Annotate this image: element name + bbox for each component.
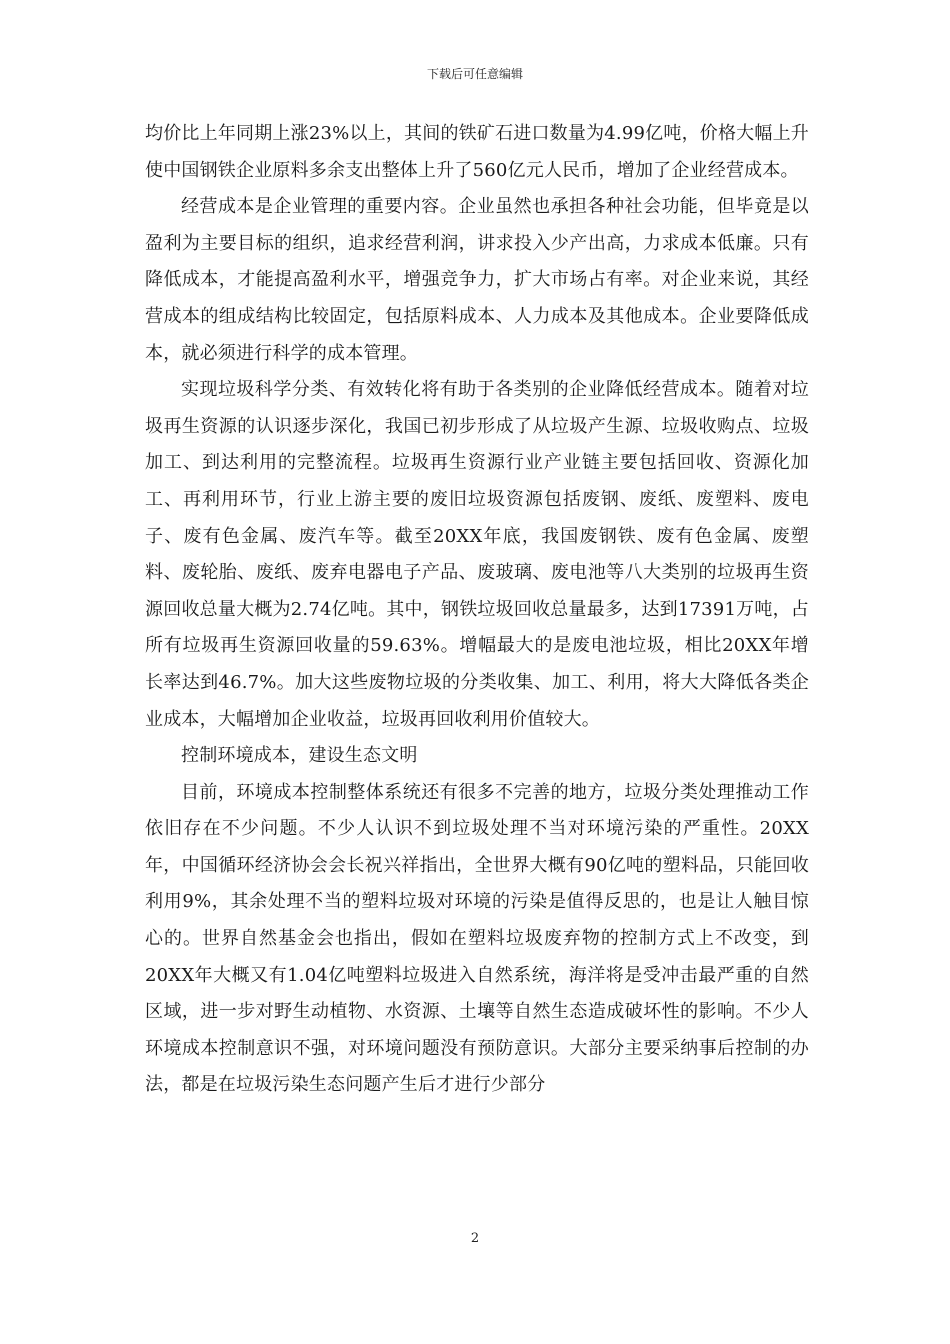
paragraph-operating-cost: 经营成本是企业管理的重要内容。企业虽然也承担各种社会功能，但毕竟是以盈利为主要目标的组织，追求经营利润，讲求投入少产出高，力求成本低廉。只有降低成本，才能提高盈利水平，增强竞争力，扩大市场占有率。对企业来说，其经营成本的组成结构比较固定，包括原料成本、人力成本及其他成本。企业要降低成本，就必须进行科学的成本管理。 <box>145 196 809 364</box>
paragraph-waste-classification: 实现垃圾科学分类、有效转化将有助于各类别的企业降低经营成本。随着对垃圾再生资源的认识逐步深化，我国已初步形成了从垃圾产生源、垃圾收购点、垃圾加工、到达利用的完整流程。垃圾再生资源行业产业链主要包括回收、资源化加工、再利用环节，行业上游主要的废旧垃圾资源包括废钢、废纸、废塑料、废电子、废有色金属、废汽车等。截至20XX年底，我国废钢铁、废有色金属、废塑料、废轮胎、废纸、废弃电器电子产品、废玻璃、废电池等八大类别的垃圾再生资源回收总量大概为2.74亿吨。其中，钢铁垃圾回收总量最多，达到17391万吨，占所有垃圾再生资源回收量的59.63%。增幅最大的是废电池垃圾，相比20XX年增长率达到46.7%。加大这些废物垃圾的分类收集、加工、利用，将大大降低各类企业成本，大幅增加企业收益，垃圾再回收利用价值较大。 <box>145 379 809 730</box>
page-number: 2 <box>470 1231 480 1246</box>
paragraph-continuation: 均价比上年同期上涨23%以上，其间的铁矿石进口数量为4.99亿吨，价格大幅上升使中国钢铁企业原料多余支出整体上升了560亿元人民币，增加了企业经营成本。 <box>145 123 809 181</box>
document-body <box>145 116 809 1104</box>
section-heading: 控制环境成本，建设生态文明 <box>181 745 418 767</box>
page-header: 下载后可任意编辑 <box>426 67 523 81</box>
paragraph-environment-cost: 目前，环境成本控制整体系统还有很多不完善的地方，垃圾分类处理推动工作依旧存在不少问题。不少人认识不到垃圾处理不当对环境污染的严重性。20XX年，中国循环经济协会会长祝兴祥指出，全世界大概有90亿吨的塑料品，只能回收利用9%，其余处理不当的塑料垃圾对环境的污染是值得反思的，也是让人触目惊心的。世界自然基金会也指出，假如在塑料垃圾废弃物的控制方式上不改变，到20XX年大概又有1.04亿吨塑料垃圾进入自然系统，海洋将是受冲击最严重的自然区域，进一步对野生动植物、水资源、土壤等自然生态造成破坏性的影响。不少人环境成本控制意识不强，对环境问题没有预防意识。大部分主要采纳事后控制的办法，都是在垃圾污染生态问题产生后才进行少部分 <box>145 781 809 1096</box>
